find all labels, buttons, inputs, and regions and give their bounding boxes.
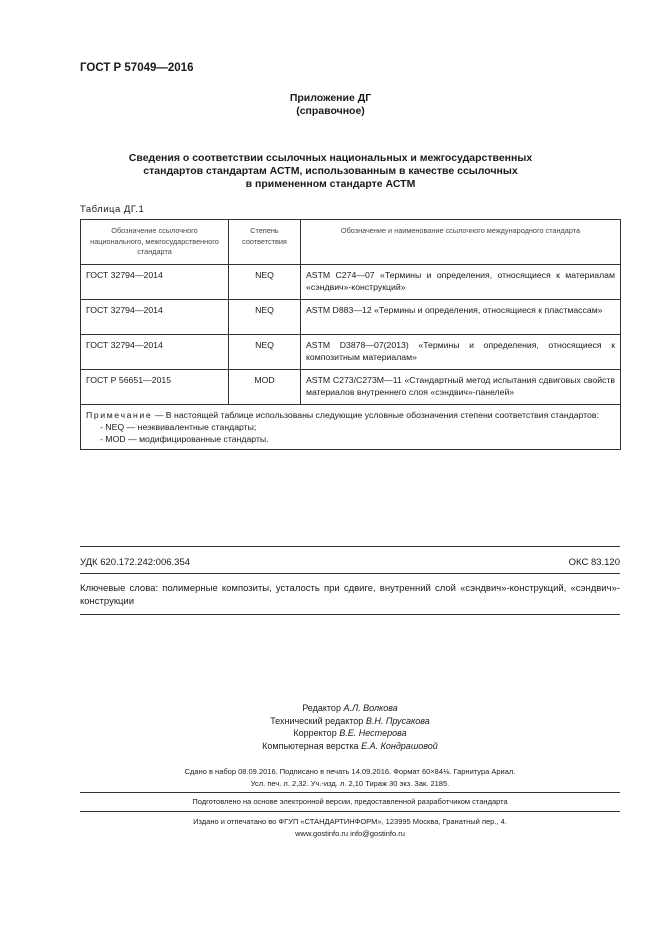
- note-paragraph: [86, 409, 615, 421]
- divider: [80, 573, 620, 574]
- publisher-info: [80, 816, 620, 840]
- table-note-row: [81, 404, 621, 449]
- credit-editor: Редактор А.Л. Волкова: [302, 703, 398, 713]
- header-national-standard: Обозначение ссылочного национального, межгосударственного стандарта: [81, 220, 229, 265]
- cell-degree: MOD: [229, 369, 301, 404]
- credit-layout: Компьютерная верстка Е.А. Кондрашовой: [262, 740, 438, 751]
- publication-line: Усл. печ. л. 2,32. Уч.-изд. л. 2,10 Тираж 30 экз. Зак. 2185.: [250, 779, 450, 788]
- cell-international: ASTM D3878—07(2013) «Термины и определения, относящиеся к композитным материалам»: [301, 334, 621, 369]
- cell-international: ASTM D883—12 «Термины и определения, относящиеся к пластмассам»: [301, 299, 621, 334]
- reference-standards-table: [80, 219, 621, 450]
- cell-international: ASTM C274—07 «Термины и определения, относящиеся к материалам «сэндвич»-конструкций»: [301, 264, 621, 299]
- publication-info: [80, 766, 620, 790]
- cell-national: ГОСТ 32794—2014: [81, 334, 229, 369]
- header-international-standard: Обозначение и наименование ссылочного международного стандарта: [301, 220, 621, 265]
- cell-degree: NEQ: [229, 334, 301, 369]
- note-text: — В настоящей таблице использованы следующие условные обозначения степени соответствия стандартов:: [152, 409, 599, 420]
- document-title-line: стандартов стандартам АСТМ, использованным в качестве ссылочных: [143, 165, 518, 177]
- header-degree: Степень соответствия: [229, 220, 301, 265]
- udk-code: УДК 620.172.242:006.354: [80, 557, 191, 568]
- appendix-title: Приложение ДГ: [289, 92, 372, 104]
- divider: [80, 811, 620, 812]
- document-code: ГОСТ Р 57049—2016: [80, 62, 194, 74]
- keywords: Ключевые слова: полимерные композиты, усталость при сдвиге, внутренний слой «сэндвич»-конструкций, «сэндвич»-конструкции: [80, 583, 620, 607]
- publisher-contacts: www.gostinfo.ru info@gostinfo.ru: [295, 829, 405, 838]
- cell-national: ГОСТ 32794—2014: [81, 264, 229, 299]
- cell-national: ГОСТ Р 56651—2015: [81, 369, 229, 404]
- table-note: [81, 404, 621, 449]
- appendix-subtitle: (справочное): [296, 105, 365, 117]
- credit-tech-editor: Технический редактор В.Н. Прусакова: [270, 715, 430, 726]
- document-title: [110, 152, 551, 191]
- cell-international: ASTM C273/C273M—11 «Стандартный метод испытания сдвиговых свойств материалов внутреннего слоя «сэндвич»-панелей»: [301, 369, 621, 404]
- table-row: [81, 264, 621, 299]
- credit-corrector: Корректор В.Е. Нестерова: [293, 728, 407, 738]
- publication-line: Сдано в набор 08.09.2016. Подписано в печать 14.09.2016. Формат 60×84⅛. Гарнитура Ариал.: [184, 767, 516, 776]
- credits-block: [200, 702, 500, 752]
- table-label: Таблица ДГ.1: [80, 204, 145, 215]
- note-item-neq: - NEQ — неэквивалентные стандарты;: [100, 421, 257, 432]
- cell-degree: NEQ: [229, 264, 301, 299]
- divider: [80, 614, 620, 615]
- cell-national: ГОСТ 32794—2014: [81, 299, 229, 334]
- divider: [80, 792, 620, 793]
- oks-code: ОКС 83.120: [568, 557, 620, 568]
- note-title: Примечание: [86, 409, 153, 420]
- table-row: [81, 369, 621, 404]
- table-header-row: [81, 220, 621, 265]
- table-row: [81, 299, 621, 334]
- publisher-line: Издано и отпечатано во ФГУП «СТАНДАРТИНФОРМ», 123995 Москва, Гранатный пер., 4.: [193, 817, 507, 826]
- divider: [80, 546, 620, 547]
- prepared-note: Подготовлено на основе электронной версии, предоставленной разработчиком стандарта: [192, 797, 508, 806]
- note-item-mod: - MOD — модифицированные стандарты.: [100, 433, 269, 444]
- table-row: [81, 334, 621, 369]
- document-title-line: в примененном стандарте АСТМ: [245, 178, 416, 190]
- document-title-line: Сведения о соответствии ссылочных национальных и межгосударственных: [128, 152, 533, 164]
- cell-degree: NEQ: [229, 299, 301, 334]
